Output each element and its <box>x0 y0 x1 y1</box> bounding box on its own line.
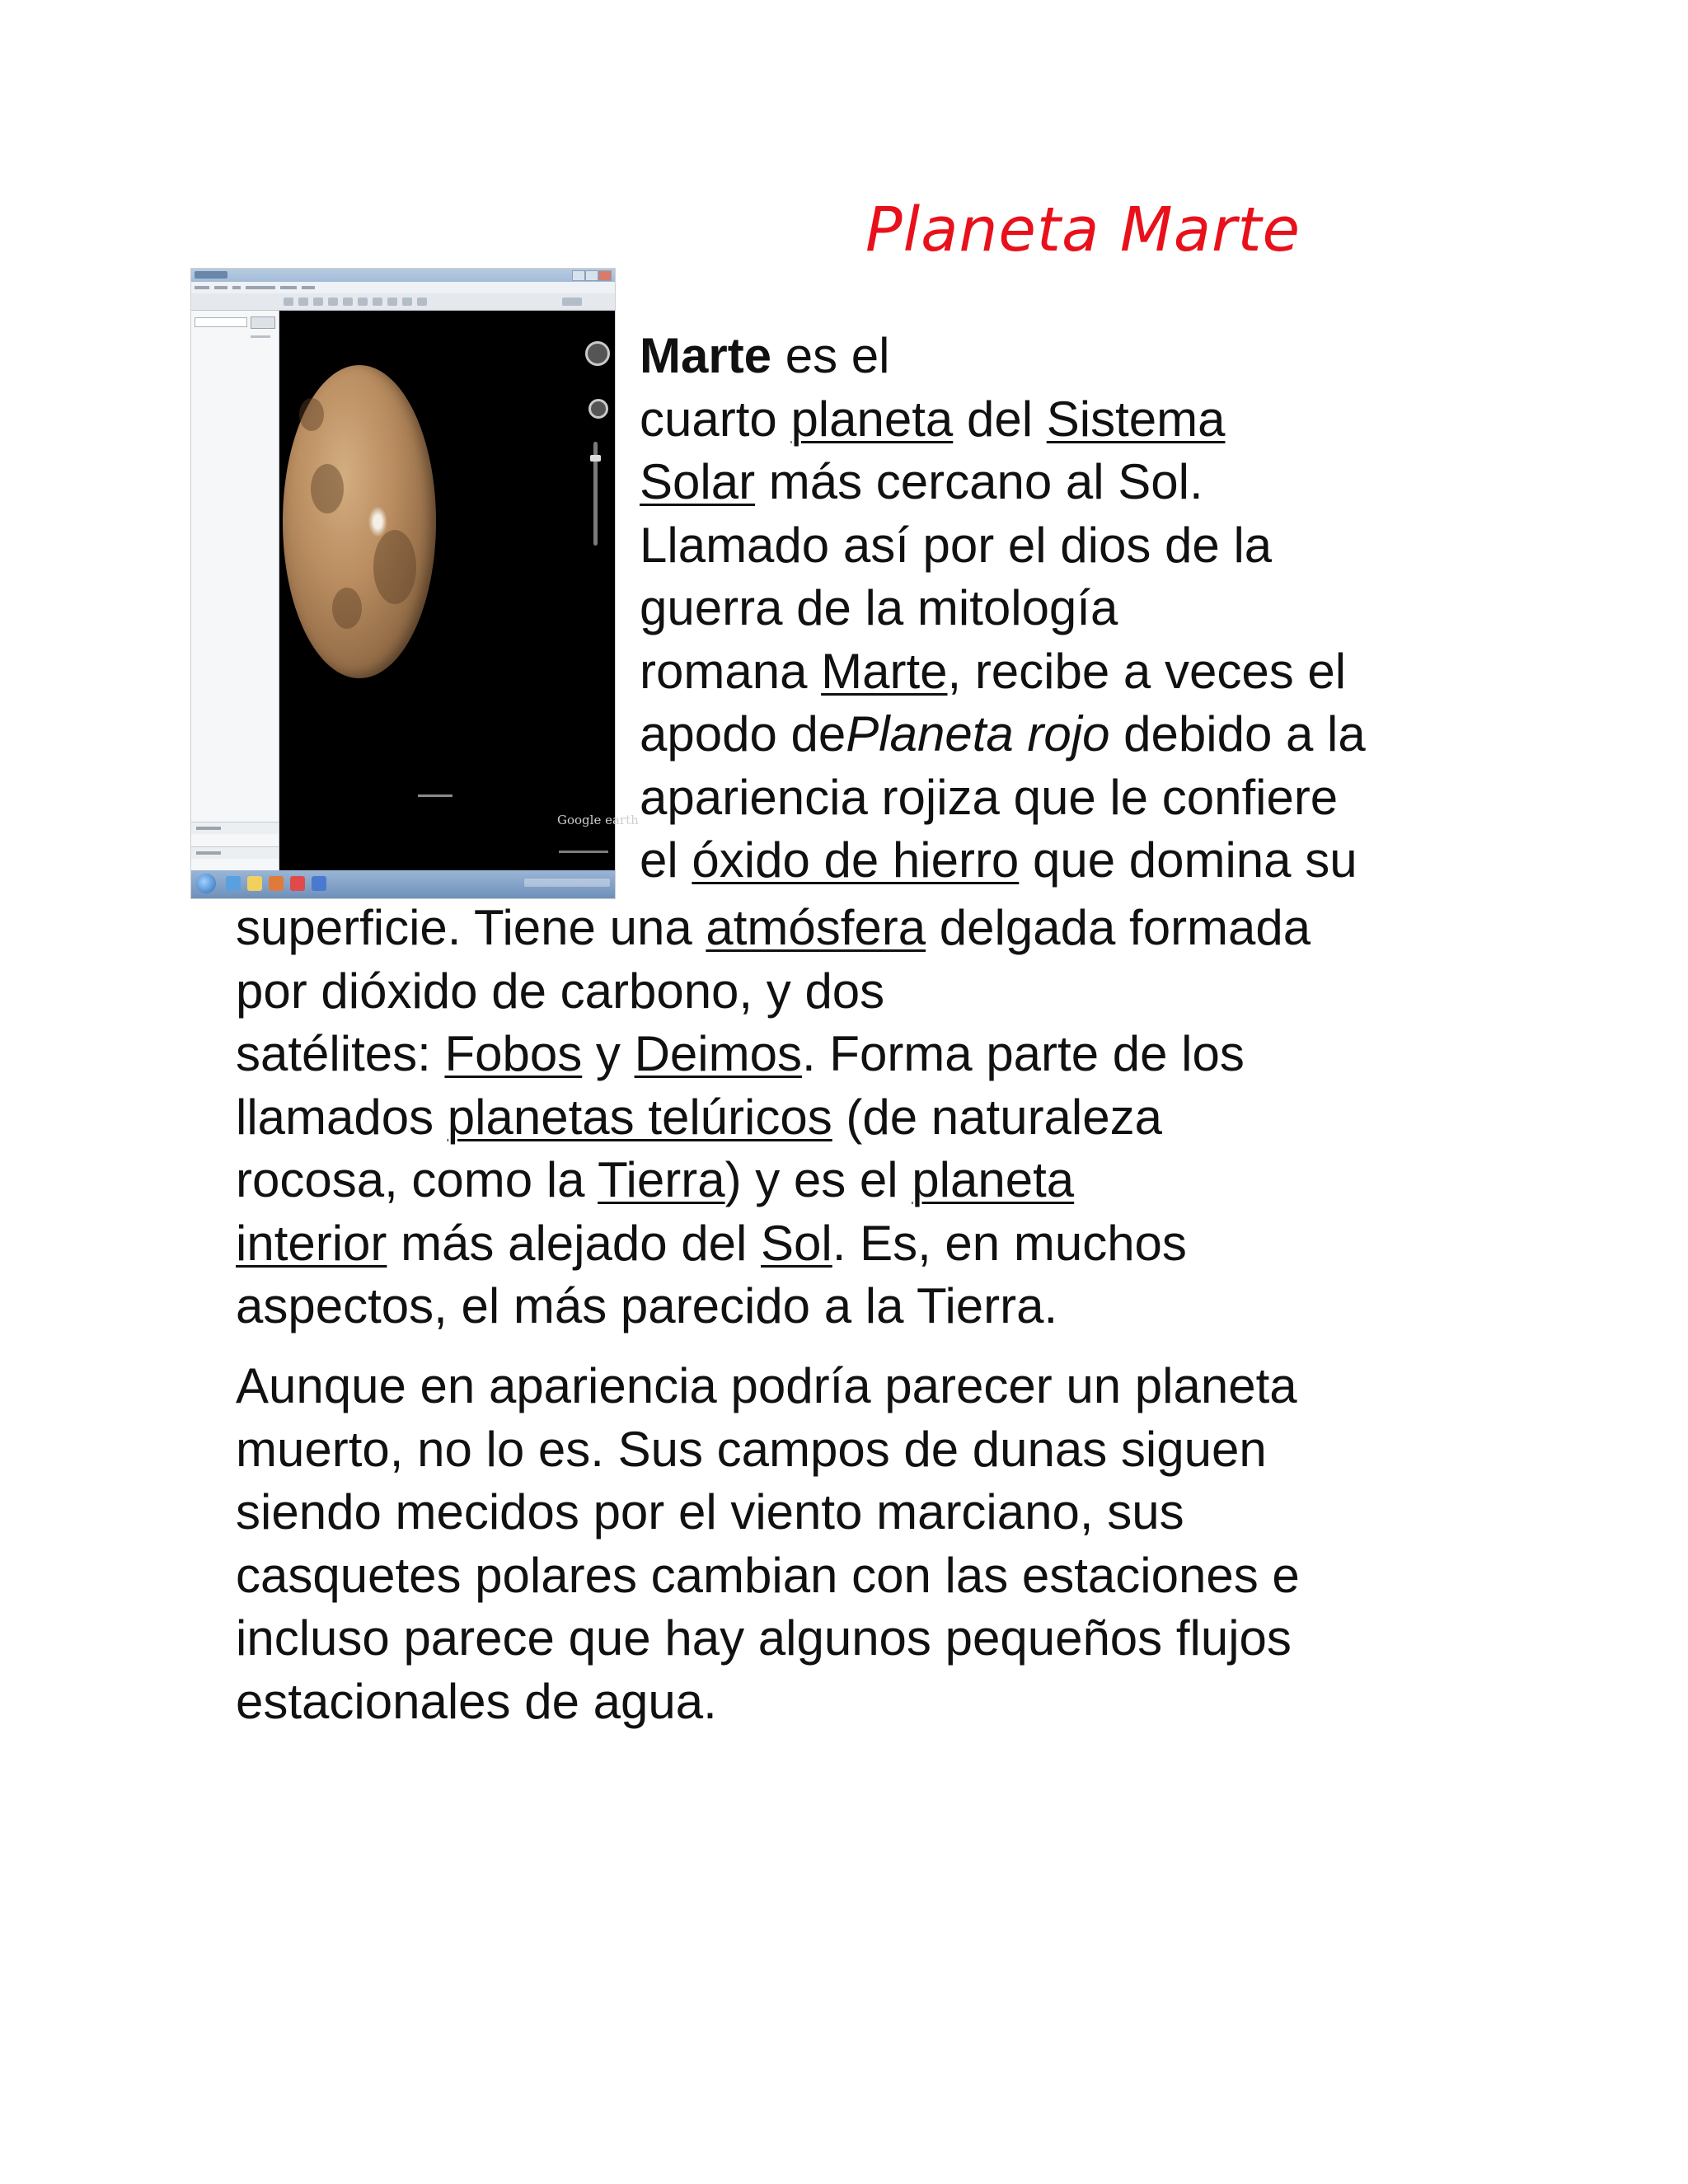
window-menubar <box>191 282 615 293</box>
text-line <box>640 703 1366 766</box>
underlined-term: planeta <box>790 391 954 447</box>
text-line <box>236 1481 1300 1544</box>
text-span: guerra de la mitología <box>640 580 1118 635</box>
search-sidebar <box>191 311 279 870</box>
sidebar-section <box>191 822 279 834</box>
text-span: y <box>582 1026 635 1081</box>
text-line <box>236 897 1311 960</box>
text-span: debido a la <box>1109 706 1366 762</box>
app-logo-icon <box>195 271 227 279</box>
os-taskbar <box>191 870 615 898</box>
text-span: siendo mecidos por el viento marciano, sus <box>236 1484 1184 1540</box>
page-title: Planeta Marte <box>865 194 1301 265</box>
image-date-label <box>418 794 452 797</box>
text-span: por dióxido de carbono, y dos <box>236 963 885 1019</box>
text-span: , recibe a veces el <box>947 643 1347 699</box>
text-span: incluso parece que hay algunos pequeños flujos <box>236 1610 1292 1666</box>
text-line <box>640 325 1366 388</box>
text-span: es el <box>771 328 890 383</box>
text-line <box>640 514 1366 578</box>
text-span: . Forma parte de los <box>801 1026 1245 1081</box>
folder-icon <box>247 876 262 891</box>
underlined-term: Solar <box>640 454 756 509</box>
text-span: más cercano al Sol. <box>755 454 1203 509</box>
text-span: estacionales de agua. <box>236 1673 717 1729</box>
text-span: superficie. Tiene una <box>236 900 706 955</box>
look-control-icon <box>585 341 610 366</box>
text-line <box>236 960 1311 1024</box>
text-span: del <box>953 391 1047 447</box>
italic-term: Planeta rojo <box>846 706 1110 762</box>
underlined-term: planetas telúricos <box>447 1089 832 1145</box>
text-line <box>236 1086 1311 1150</box>
maximize-icon <box>585 270 598 281</box>
window-toolbar <box>191 293 615 311</box>
earth-app-icon <box>312 876 326 891</box>
text-span: apodo de <box>640 706 846 762</box>
underlined-term: óxido de hierro <box>692 832 1020 888</box>
text-span: ) y es el <box>724 1152 912 1207</box>
paragraph-2 <box>236 1355 1300 1733</box>
text-line <box>640 766 1366 830</box>
media-icon <box>269 876 284 891</box>
zoom-knob <box>590 455 601 462</box>
underlined-term: Sol <box>761 1215 832 1271</box>
text-span: el <box>640 832 692 888</box>
text-line <box>236 1275 1311 1338</box>
system-tray <box>524 879 610 887</box>
google-earth-logo: Google earth <box>557 813 639 827</box>
text-span: delgada formada <box>926 900 1311 955</box>
text-span: muerto, no lo es. Sus campos de dunas siguen <box>236 1421 1267 1477</box>
text-span: rocosa, como la <box>236 1152 598 1207</box>
text-line <box>236 1149 1311 1212</box>
text-line <box>640 640 1366 704</box>
underlined-term: atmósfera <box>706 900 926 955</box>
text-line <box>236 1544 1300 1608</box>
text-span: Aunque en apariencia podría parecer un planeta <box>236 1358 1297 1413</box>
text-line <box>640 829 1366 893</box>
underlined-term: Sistema <box>1046 391 1226 447</box>
underlined-term: planeta <box>912 1152 1075 1207</box>
bold-term: Marte <box>640 328 772 383</box>
search-input <box>195 317 247 327</box>
underlined-term: interior <box>236 1215 387 1271</box>
underlined-term: Fobos <box>444 1026 583 1081</box>
move-control-icon <box>588 399 608 419</box>
text-line <box>236 1355 1300 1418</box>
text-line <box>236 1023 1311 1086</box>
text-span: cuarto <box>640 391 791 447</box>
text-line <box>236 1671 1300 1734</box>
window-titlebar <box>191 269 615 282</box>
text-span: romana <box>640 643 822 699</box>
minimize-icon <box>572 270 585 281</box>
text-span: satélites: <box>236 1026 445 1081</box>
text-span: aspectos, el más parecido a la Tierra. <box>236 1278 1058 1333</box>
text-line <box>640 388 1366 452</box>
text-span: que domina su <box>1019 832 1357 888</box>
mars-globe-image <box>283 365 436 678</box>
text-span: . Es, en muchos <box>832 1215 1187 1271</box>
search-button <box>251 316 275 329</box>
google-earth-screenshot <box>191 269 639 898</box>
start-button-icon <box>196 874 216 893</box>
underlined-term: Tierra <box>598 1152 725 1207</box>
text-line <box>236 1607 1300 1671</box>
paragraph-1-continued <box>236 897 1311 1338</box>
text-span: casquetes polares cambian con las estaciones e <box>236 1547 1300 1603</box>
text-span: apariencia rojiza que le confiere <box>640 769 1339 825</box>
browser-icon <box>226 876 241 891</box>
sidebar-item <box>251 335 270 338</box>
text-line <box>640 577 1366 640</box>
text-span: Llamado así por el dios de la <box>640 517 1273 573</box>
underlined-term: Marte <box>821 643 948 699</box>
app-icon <box>290 876 305 891</box>
sidebar-section <box>191 846 279 859</box>
underlined-term: Deimos <box>634 1026 802 1081</box>
close-icon <box>598 270 612 281</box>
text-line <box>236 1212 1311 1276</box>
text-line <box>236 1418 1300 1482</box>
text-span: llamados <box>236 1089 448 1145</box>
text-line <box>640 451 1366 514</box>
text-span: (de naturaleza <box>832 1089 1162 1145</box>
paragraph-1-wrapped <box>640 325 1366 893</box>
text-span: más alejado del <box>387 1215 762 1271</box>
coordinates-readout <box>559 851 608 853</box>
